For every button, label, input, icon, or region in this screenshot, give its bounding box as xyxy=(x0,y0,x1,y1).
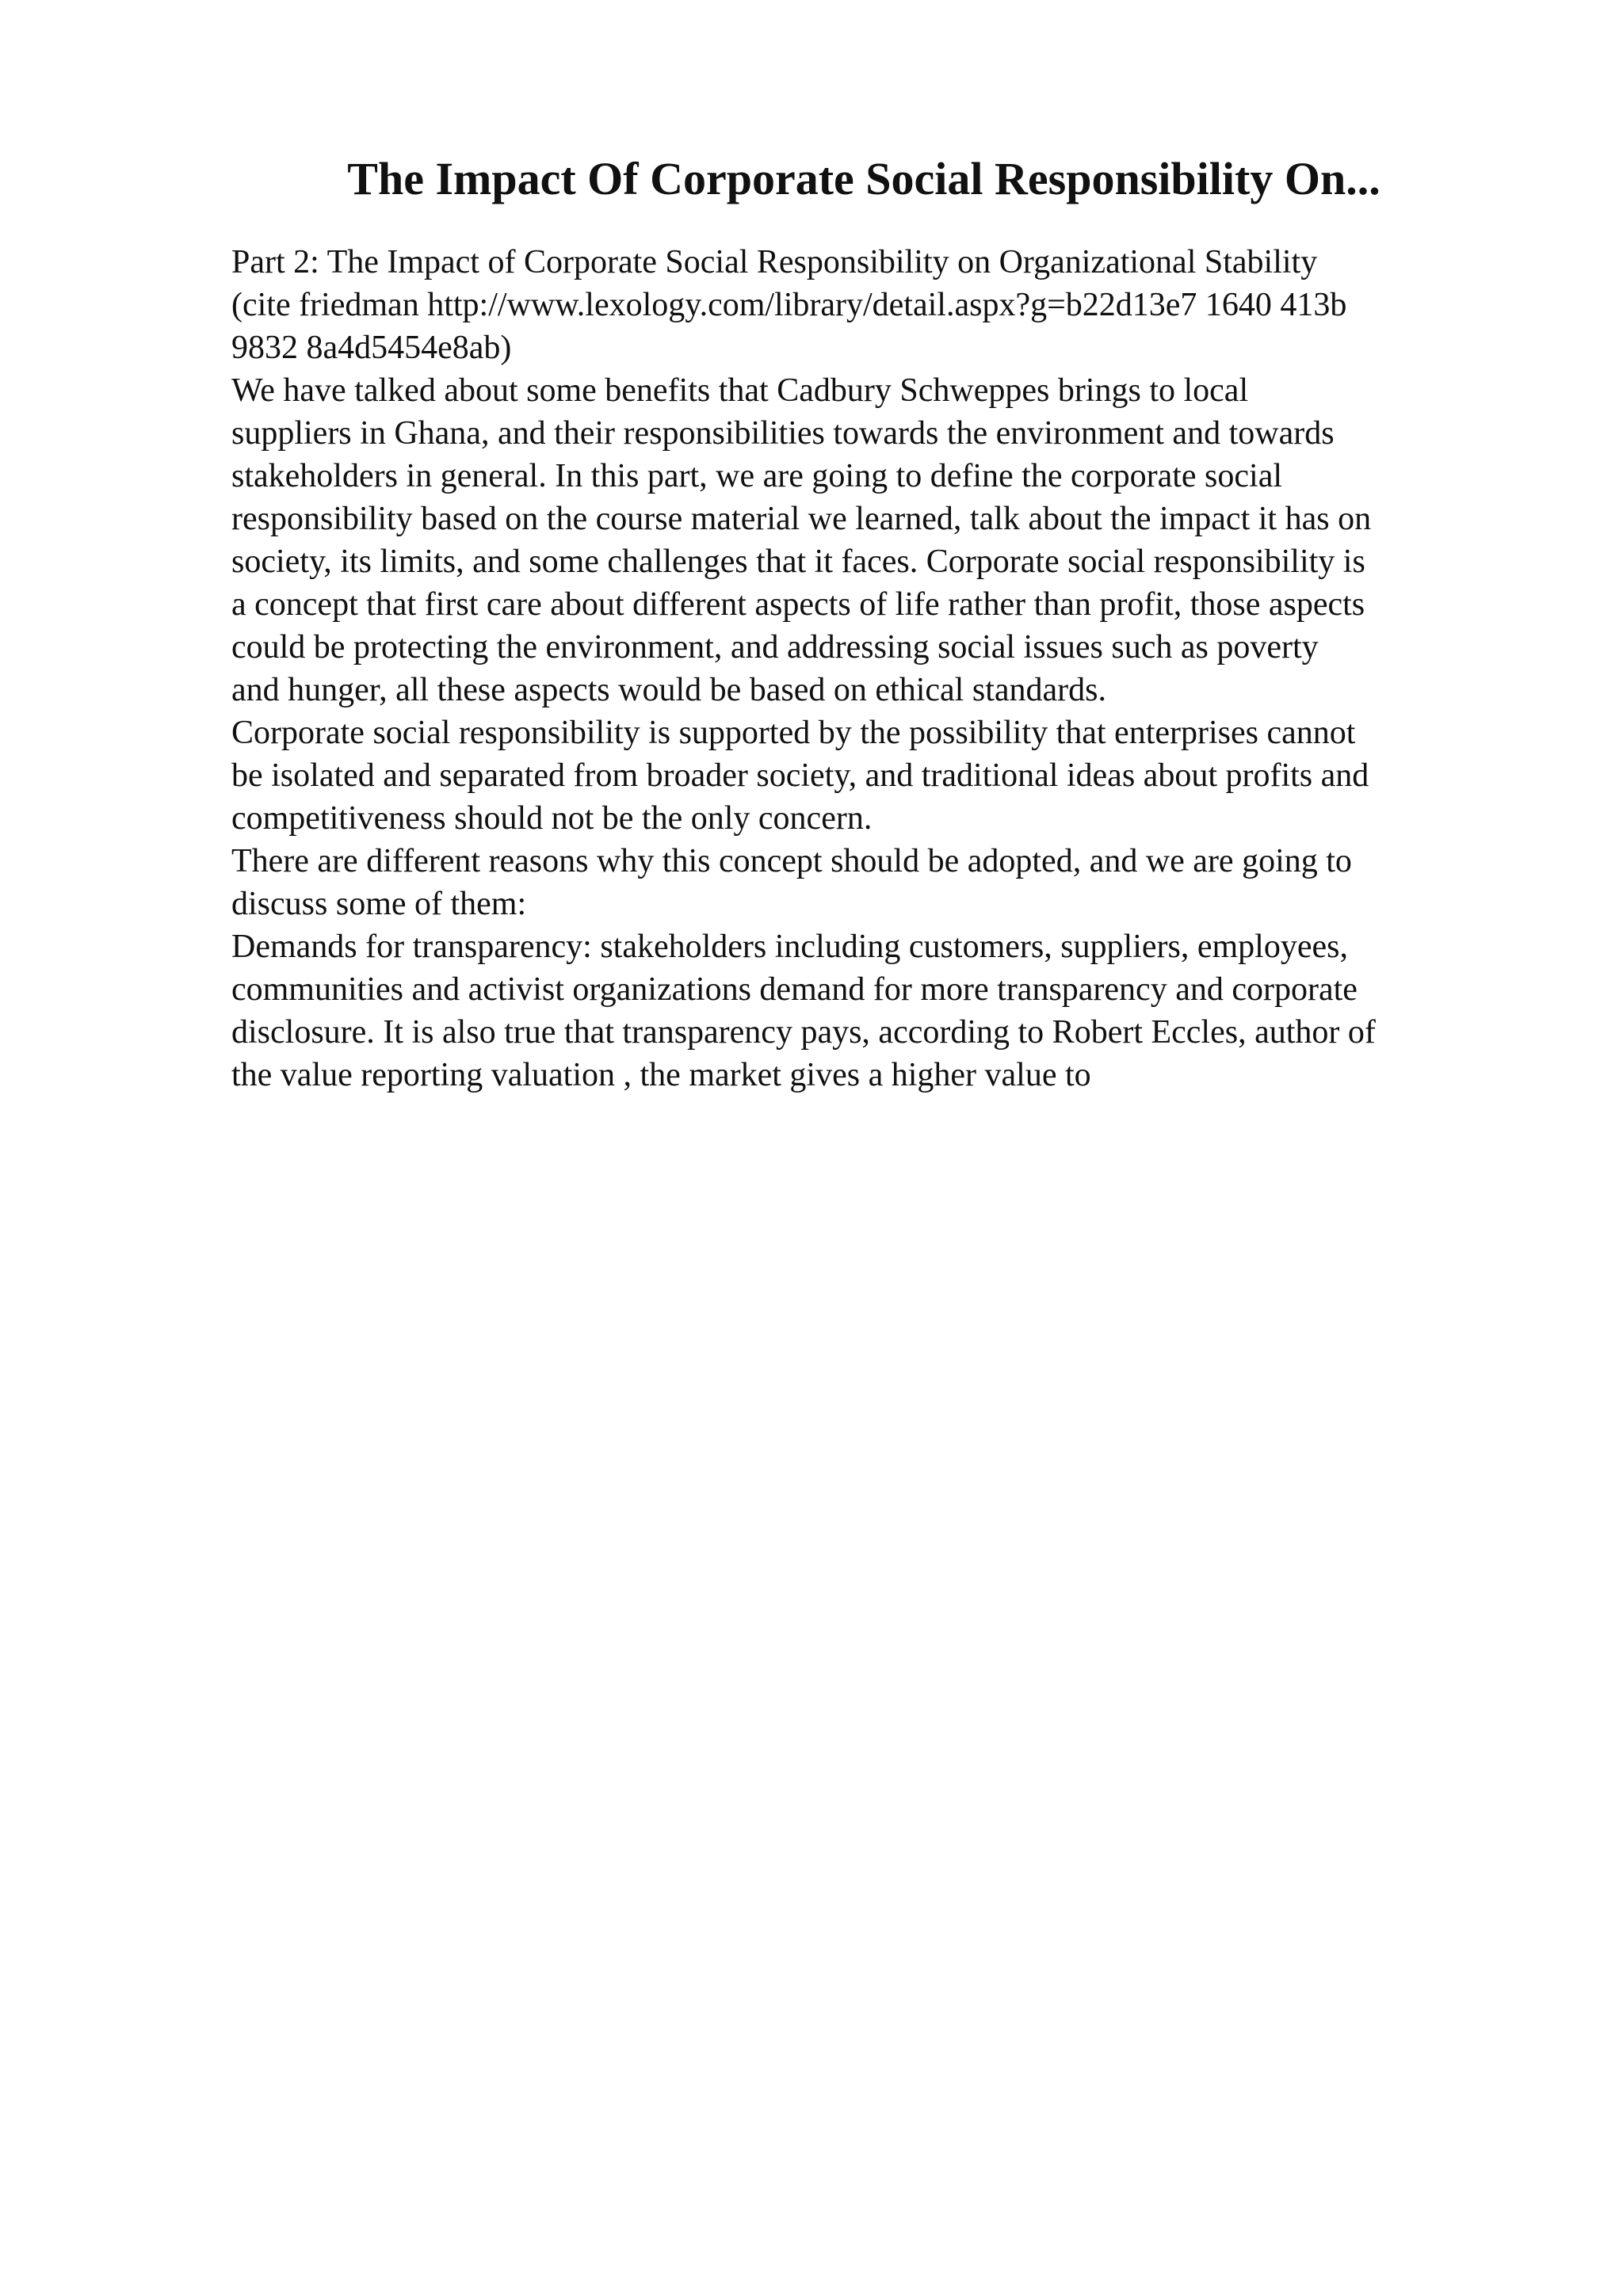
text-line: Demands for transparency: stakeholders including customers, suppliers, employees, xyxy=(231,929,1348,965)
text-line: the value reporting valuation , the market gives a higher value to xyxy=(231,1057,1091,1093)
text-line: suppliers in Ghana, and their responsibilities towards the environment and towards xyxy=(231,415,1335,452)
text-line: There are different reasons why this concept should be adopted, and we are going to xyxy=(231,843,1352,879)
text-line: stakeholders in general. In this part, we are going to define the corporate social xyxy=(231,458,1283,494)
text-line: disclosure. It is also true that transparency pays, according to Robert Eccles, author of xyxy=(231,1014,1376,1051)
text-line: society, its limits, and some challenges that it faces. Corporate social responsibility is xyxy=(231,543,1365,580)
document-title: The Impact Of Corporate Social Responsibility On... xyxy=(347,153,1381,204)
text-line: Corporate social responsibility is supported by the possibility that enterprises cannot xyxy=(231,715,1356,751)
text-line: a concept that first care about different aspects of life rather than profit, those aspects xyxy=(231,586,1365,623)
text-line: communities and activist organizations demand for more transparency and corporate xyxy=(231,971,1358,1008)
text-line: be isolated and separated from broader society, and traditional ideas about profits and xyxy=(231,757,1369,794)
document-body xyxy=(231,241,1515,1097)
text-line: We have talked about some benefits that Cadbury Schweppes brings to local xyxy=(231,372,1249,409)
text-line: 9832 8a4d5454e8ab) xyxy=(231,330,512,366)
text-line: responsibility based on the course material we learned, talk about the impact it has on xyxy=(231,501,1372,537)
text-line: and hunger, all these aspects would be based on ethical standards. xyxy=(231,672,1106,708)
text-line: discuss some of them: xyxy=(231,886,527,922)
text-line: (cite friedman http://www.lexology.com/library/detail.aspx?g=b22d13e7 1640 413b xyxy=(231,287,1347,323)
text-line: could be protecting the environment, and addressing social issues such as poverty xyxy=(231,629,1319,666)
text-line: Part 2: The Impact of Corporate Social Responsibility on Organizational Stability xyxy=(231,244,1318,280)
text-line: competitiveness should not be the only concern. xyxy=(231,800,873,837)
